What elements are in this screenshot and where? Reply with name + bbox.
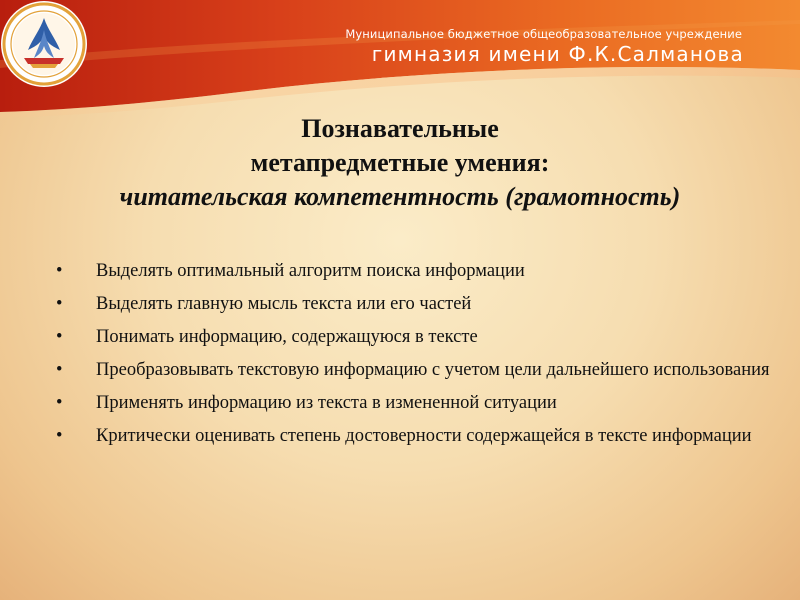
bullet-marker: • [56, 426, 63, 446]
list-item [56, 326, 786, 349]
header-band [0, 0, 800, 118]
title-line-1: Познавательные [301, 114, 499, 143]
slide-title [0, 112, 800, 214]
list-item [56, 392, 786, 415]
list-item-text: Понимать информацию, содержащуюся в тексте [96, 327, 478, 347]
title-line-2: метапредметные умения: [250, 148, 550, 177]
organization-type-text: Муниципальное бюджетное общеобразовательное учреждение [345, 27, 742, 41]
list-item-text: Выделять оптимальный алгоритм поиска информации [96, 261, 525, 281]
bullet-marker: • [56, 261, 63, 281]
bullet-marker: • [56, 360, 63, 380]
list-item-text: Преобразовывать текстовую информацию с учетом цели дальнейшего использования [96, 360, 770, 380]
gymnasium-emblem-icon [0, 0, 88, 88]
list-item [56, 260, 786, 283]
organization-name-text: гимназия имени Ф.К.Салманова [371, 42, 744, 66]
bullet-marker: • [56, 393, 63, 413]
bullet-list [56, 260, 786, 458]
title-line-3: читательская компетентность (грамотность) [119, 182, 681, 211]
list-item [56, 293, 786, 316]
list-item-text: Применять информацию из текста в измененной ситуации [96, 393, 557, 413]
list-item [56, 425, 786, 448]
list-item-text: Выделять главную мысль текста или его частей [96, 294, 472, 314]
bullet-marker: • [56, 327, 63, 347]
list-item-text: Критически оценивать степень достоверности содержащейся в тексте информации [96, 426, 752, 446]
list-item [56, 359, 786, 382]
bullet-marker: • [56, 294, 63, 314]
